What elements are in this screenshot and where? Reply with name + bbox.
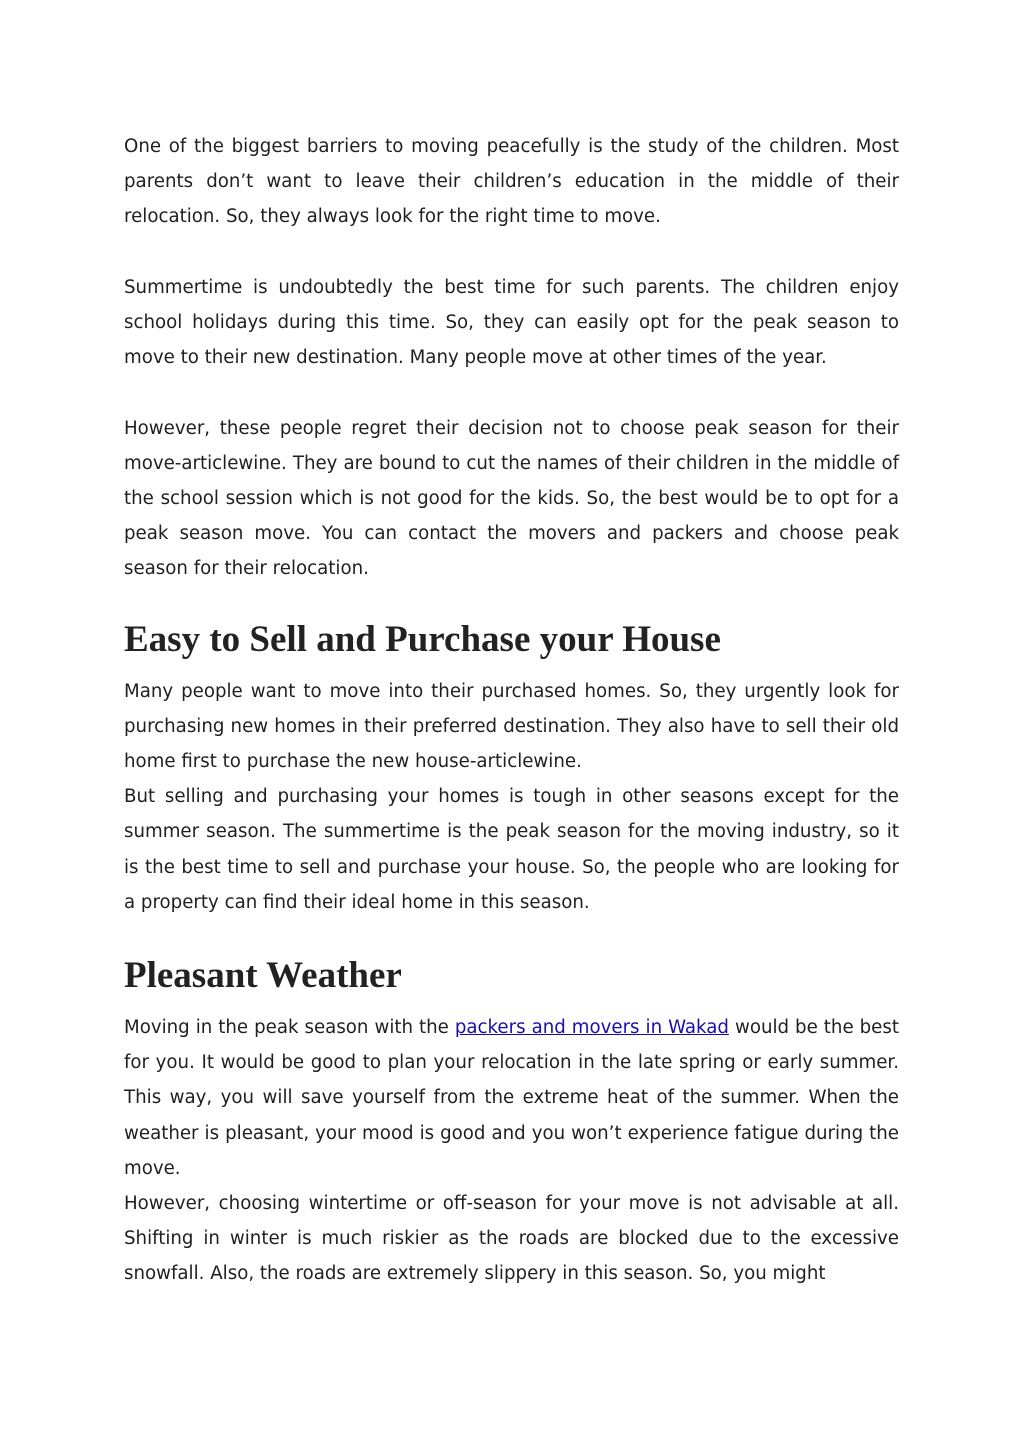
weather-text-after-link: would be the best for you. It would be good to plan your relocation in the late spring or early summer. This way, you will save yourself from the extreme heat of the summer. When the weather is pleasant, your mood is good and you won’t experience fatigue during the move.	[124, 1017, 899, 1179]
intro-paragraph-1: One of the biggest barriers to moving peacefully is the study of the children. Most parents don’t want to leave their children’s education in the middle of their relocation. So, they always look for the right time to move.	[124, 136, 899, 228]
intro-paragraph-3: However, these people regret their decision not to choose peak season for their move-articlewine. They are bound to cut the names of their children in the middle of the school session which is not good for the kids. So, the best would be to opt for a peak season move. You can contact the movers and packers and choose peak season for their relocation.	[124, 417, 899, 580]
intro-paragraph-2: Summertime is undoubtedly the best time for such parents. The children enjoy school holidays during this time. So, they can easily opt for the peak season to move to their new destination. Many people move at other times of the year.	[124, 276, 899, 369]
document-page	[124, 129, 899, 1292]
weather-paragraph-1	[124, 1010, 899, 1186]
sell-paragraph-1: Many people want to move into their purchased homes. So, they urgently look for purchasing new homes in their preferred destination. They also have to sell their old home first to purchase the new house-articlewine.	[124, 680, 899, 773]
sell-paragraph-2: But selling and purchasing your homes is tough in other seasons except for the summer season. The summertime is the peak season for the moving industry, so it is the best time to sell and purchase your house. So, the people who are looking for a property can find their ideal home in this season.	[124, 786, 899, 913]
heading-sell-purchase: Easy to Sell and Purchase your House	[124, 618, 721, 660]
heading-pleasant-weather: Pleasant Weather	[124, 955, 402, 997]
packers-movers-wakad-link[interactable]: packers and movers in Wakad	[454, 1017, 729, 1039]
weather-paragraph-2: However, choosing wintertime or off-season for your move is not advisable at all. Shifting in winter is much riskier as the roads are blocked due to the excessive snowfall. Also, the roads are extremely slippery in this season. So, you might	[124, 1193, 899, 1285]
weather-text-before-link: Moving in the peak season with the	[124, 1017, 455, 1039]
